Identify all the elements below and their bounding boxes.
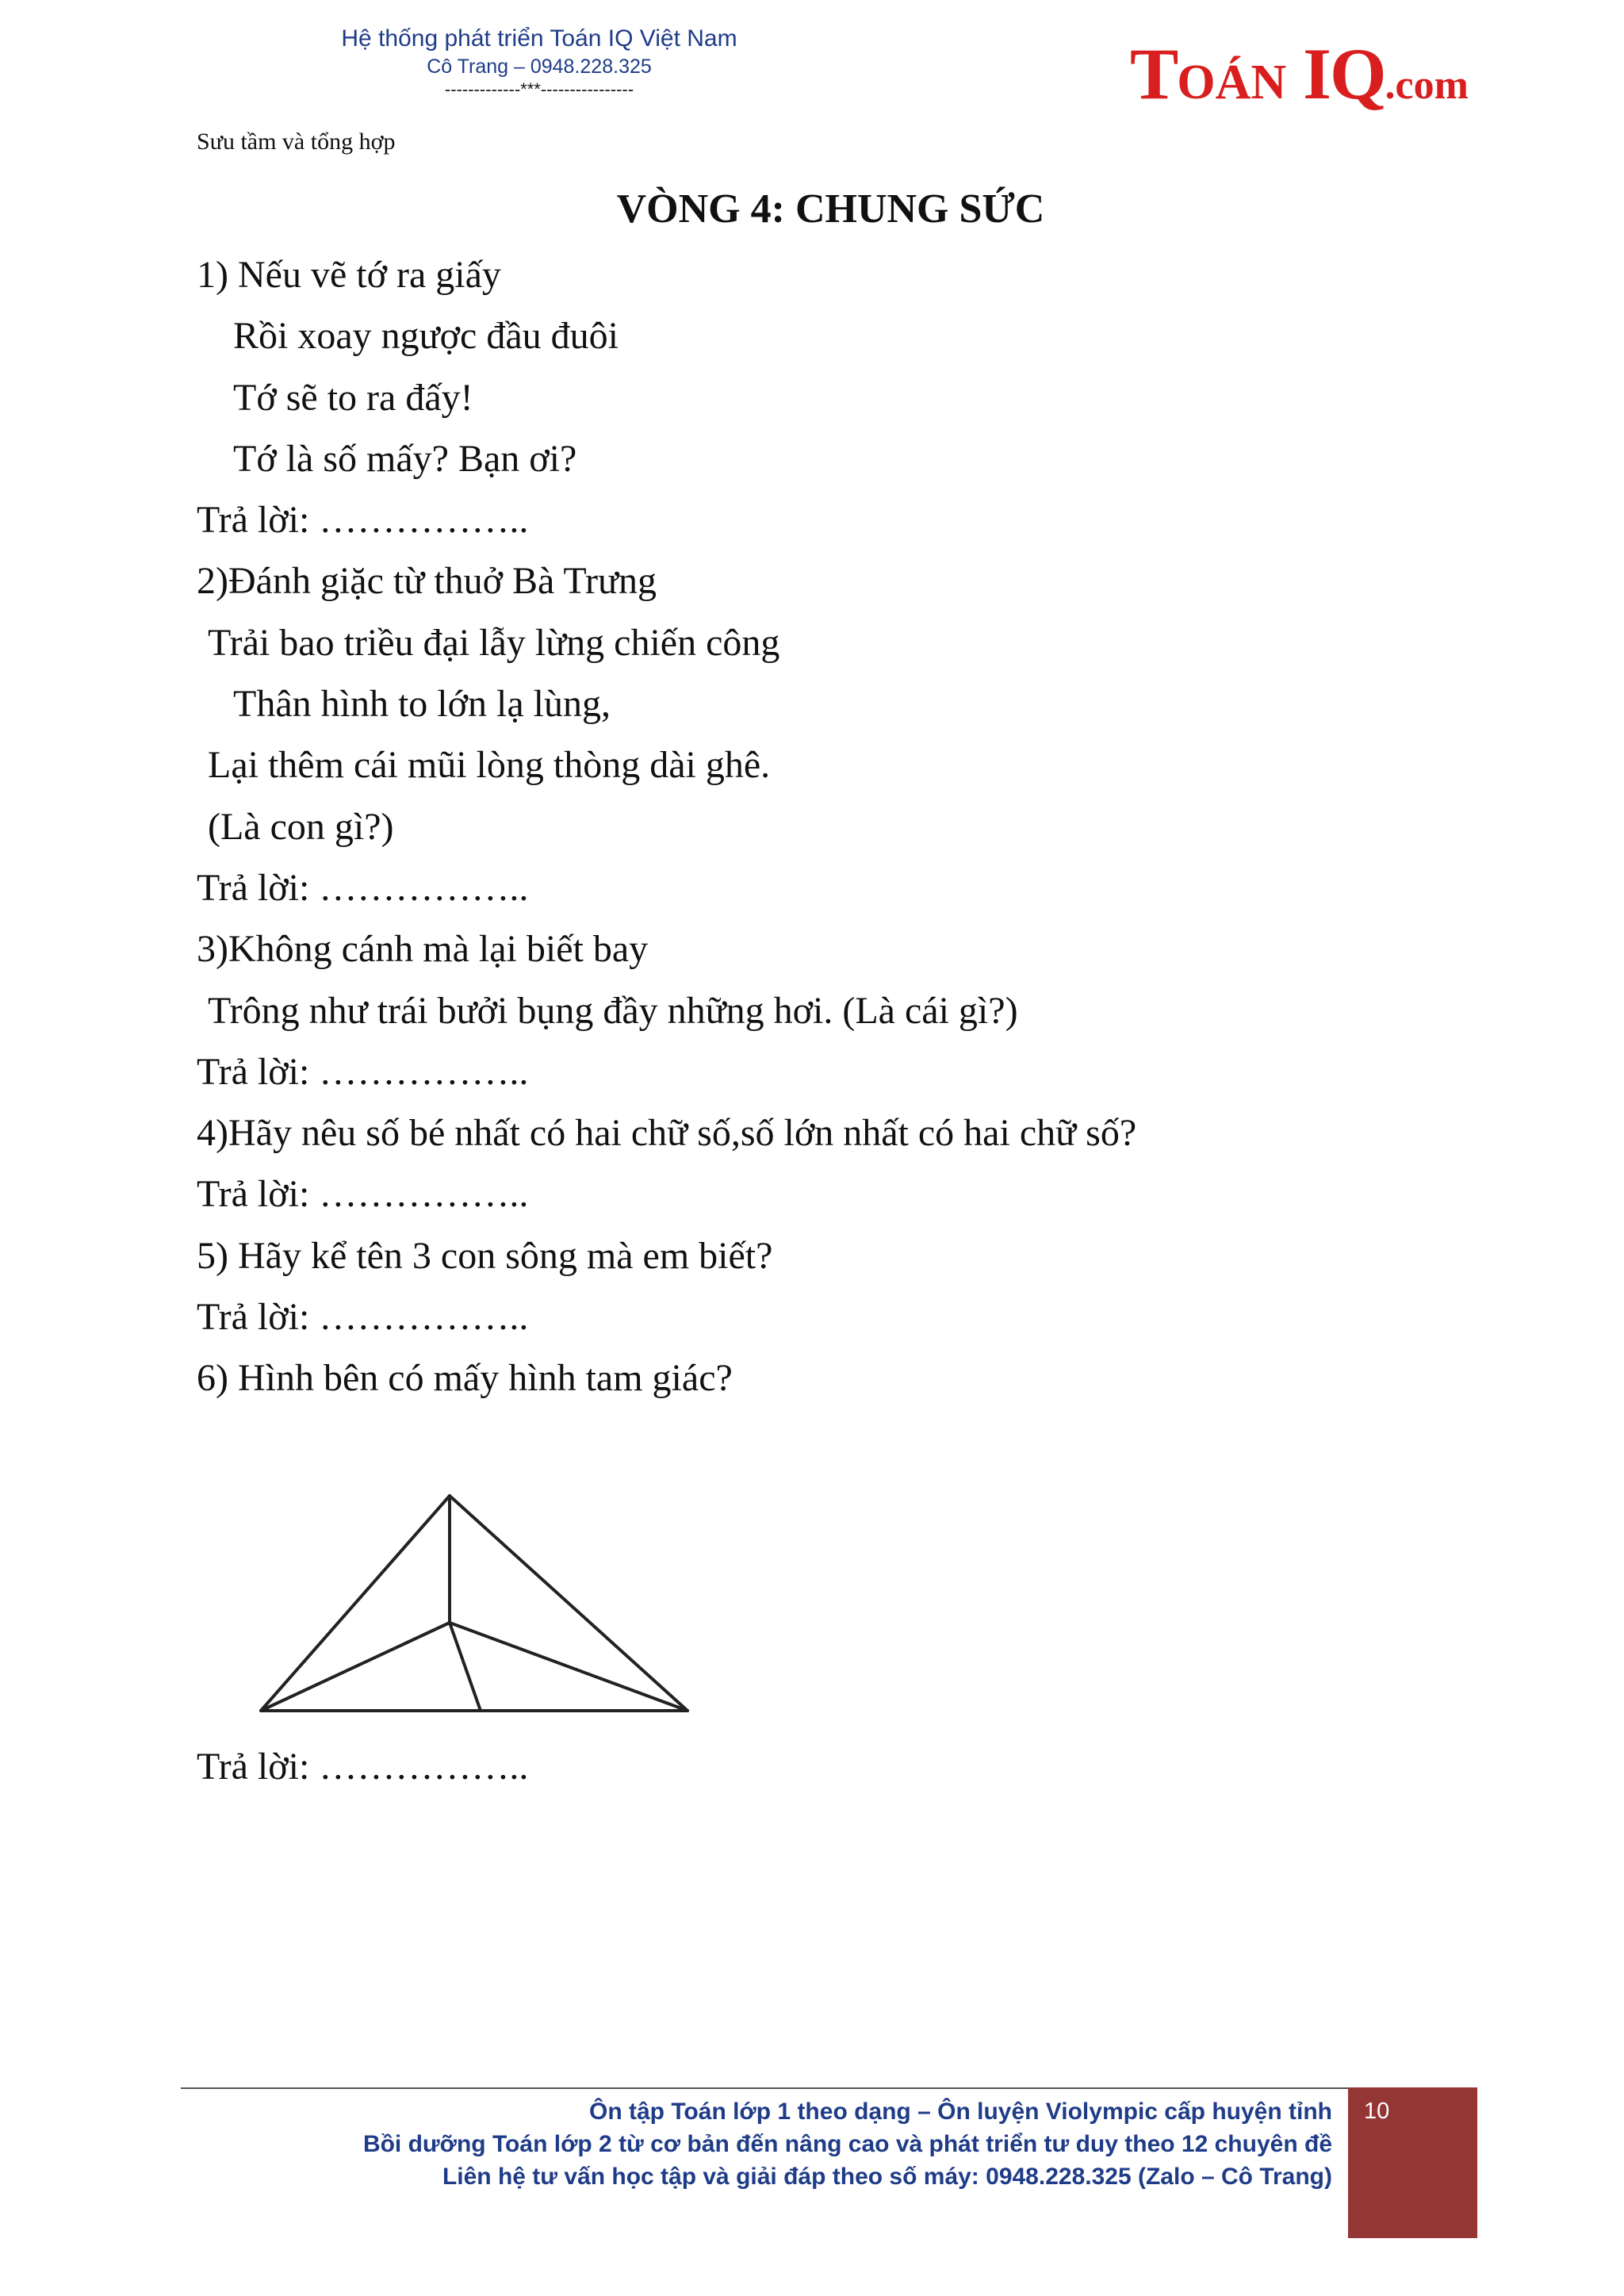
page-number-box [1348, 2087, 1477, 2238]
question-2-line-4: Lại thêm cái mũi lòng thòng dài ghê. [208, 744, 771, 787]
question-5: 5) Hãy kể tên 3 con sông mà em biết? [197, 1234, 773, 1277]
footer-line-3: Liên hệ tư vấn học tập và giải đáp theo số máy: 0948.228.325 (Zalo – Cô Trang) [442, 2164, 1332, 2190]
right-inner-line [450, 1623, 688, 1711]
answer-line-4: Trả lời: …………….. [197, 1173, 529, 1216]
question-6: 6) Hình bên có mấy hình tam giác? [197, 1357, 733, 1400]
header-organization: Hệ thống phát triển Toán IQ Việt Nam [341, 25, 737, 52]
question-1-line-2: Rồi xoay ngược đầu đuôi [233, 315, 619, 358]
document-header [301, 24, 777, 100]
footer-notes [363, 2095, 1332, 2193]
question-3-line-2: Trông như trái bưởi bụng đầy những hơi. (Là cái gì?) [208, 989, 1018, 1032]
outer-triangle [261, 1496, 688, 1711]
question-2-line-5: (Là con gì?) [208, 805, 394, 848]
header-divider: -------------***---------------- [444, 79, 634, 99]
answer-line-2: Trả lời: …………….. [197, 866, 529, 909]
question-2-line-1: 2)Đánh giặc từ thuở Bà Trưng [197, 560, 657, 603]
page-number: 10 [1364, 2099, 1390, 2124]
toaniq-logo: TOÁN IQ.com [1130, 33, 1469, 114]
source-note: Sưu tầm và tổng hợp [197, 128, 396, 155]
footer-divider [181, 2087, 1477, 2089]
left-inner-line [261, 1623, 450, 1711]
question-3-line-1: 3)Không cánh mà lại biết bay [197, 928, 649, 971]
triangle-figure [254, 1483, 698, 1721]
header-contact: Cô Trang – 0948.228.325 [427, 56, 652, 78]
question-list [197, 247, 1136, 1412]
answer-line-3: Trả lời: …………….. [197, 1050, 529, 1093]
page-title: VÒNG 4: CHUNG SỨC [616, 186, 1045, 232]
answer-line-1: Trả lời: …………….. [197, 499, 529, 542]
question-2-line-3: Thân hình to lớn lạ lùng, [233, 683, 611, 726]
question-2-line-2: Trải bao triều đại lẫy lừng chiến công [208, 621, 780, 664]
answer-line-5: Trả lời: …………….. [197, 1296, 529, 1339]
footer-line-1: Ôn tập Toán lớp 1 theo dạng – Ôn luyện Violympic cấp huyện tỉnh [589, 2099, 1332, 2125]
question-1-line-1: 1) Nếu vẽ tớ ra giấy [197, 254, 501, 296]
answer-line-6: Trả lời: …………….. [197, 1746, 529, 1788]
question-1-line-3: Tớ sẽ to ra đấy! [233, 376, 473, 419]
question-4: 4)Hãy nêu số bé nhất có hai chữ số,số lớn nhất có hai chữ số? [197, 1112, 1137, 1155]
question-1-line-4: Tớ là số mấy? Bạn ơi? [233, 437, 577, 480]
center-inner-line [450, 1623, 481, 1711]
footer-line-2: Bồi dưỡng Toán lớp 2 từ cơ bản đến nâng cao và phát triển tư duy theo 12 chuyên đề [362, 2131, 1332, 2157]
